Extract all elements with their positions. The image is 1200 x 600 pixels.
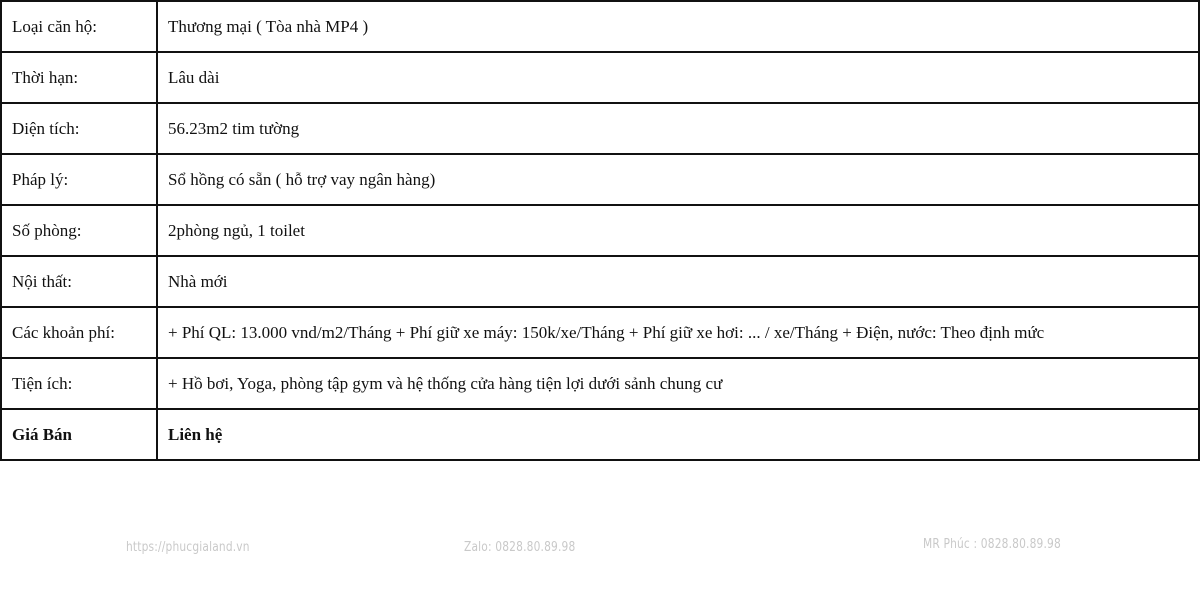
row-value: Liên hệ xyxy=(157,409,1199,460)
table-row-amenities xyxy=(1,358,1199,409)
table-row-legal xyxy=(1,154,1199,205)
table-row-apartment-type xyxy=(1,1,1199,52)
row-label: Giá Bán xyxy=(1,409,157,460)
table-row-price xyxy=(1,409,1199,460)
table-row-term xyxy=(1,52,1199,103)
row-label: Pháp lý: xyxy=(1,154,157,205)
row-value: + Phí QL: 13.000 vnd/m2/Tháng + Phí giữ xe máy: 150k/xe/Tháng + Phí giữ xe hơi: ... / xe/Tháng + Điện, nước: Theo định mức xyxy=(157,307,1199,358)
row-label: Diện tích: xyxy=(1,103,157,154)
row-value: + Hồ bơi, Yoga, phòng tập gym và hệ thống cửa hàng tiện lợi dưới sảnh chung cư xyxy=(157,358,1199,409)
row-value: 2phòng ngủ, 1 toilet xyxy=(157,205,1199,256)
table-row-area xyxy=(1,103,1199,154)
row-value: Thương mại ( Tòa nhà MP4 ) xyxy=(157,1,1199,52)
watermark-contact: MR Phúc : 0828.80.89.98 xyxy=(923,537,1061,552)
row-label: Tiện ích: xyxy=(1,358,157,409)
table-row-furniture xyxy=(1,256,1199,307)
row-label: Các khoản phí: xyxy=(1,307,157,358)
table-row-fees xyxy=(1,307,1199,358)
watermark-zalo: Zalo: 0828.80.89.98 xyxy=(464,540,576,555)
row-label: Loại căn hộ: xyxy=(1,1,157,52)
row-value: Nhà mới xyxy=(157,256,1199,307)
row-label: Thời hạn: xyxy=(1,52,157,103)
watermark-website: https://phucgialand.vn xyxy=(126,540,250,555)
row-label: Số phòng: xyxy=(1,205,157,256)
row-label: Nội thất: xyxy=(1,256,157,307)
table-row-rooms xyxy=(1,205,1199,256)
row-value: Lâu dài xyxy=(157,52,1199,103)
row-value: Sổ hồng có sẵn ( hỗ trợ vay ngân hàng) xyxy=(157,154,1199,205)
row-value: 56.23m2 tim tường xyxy=(157,103,1199,154)
